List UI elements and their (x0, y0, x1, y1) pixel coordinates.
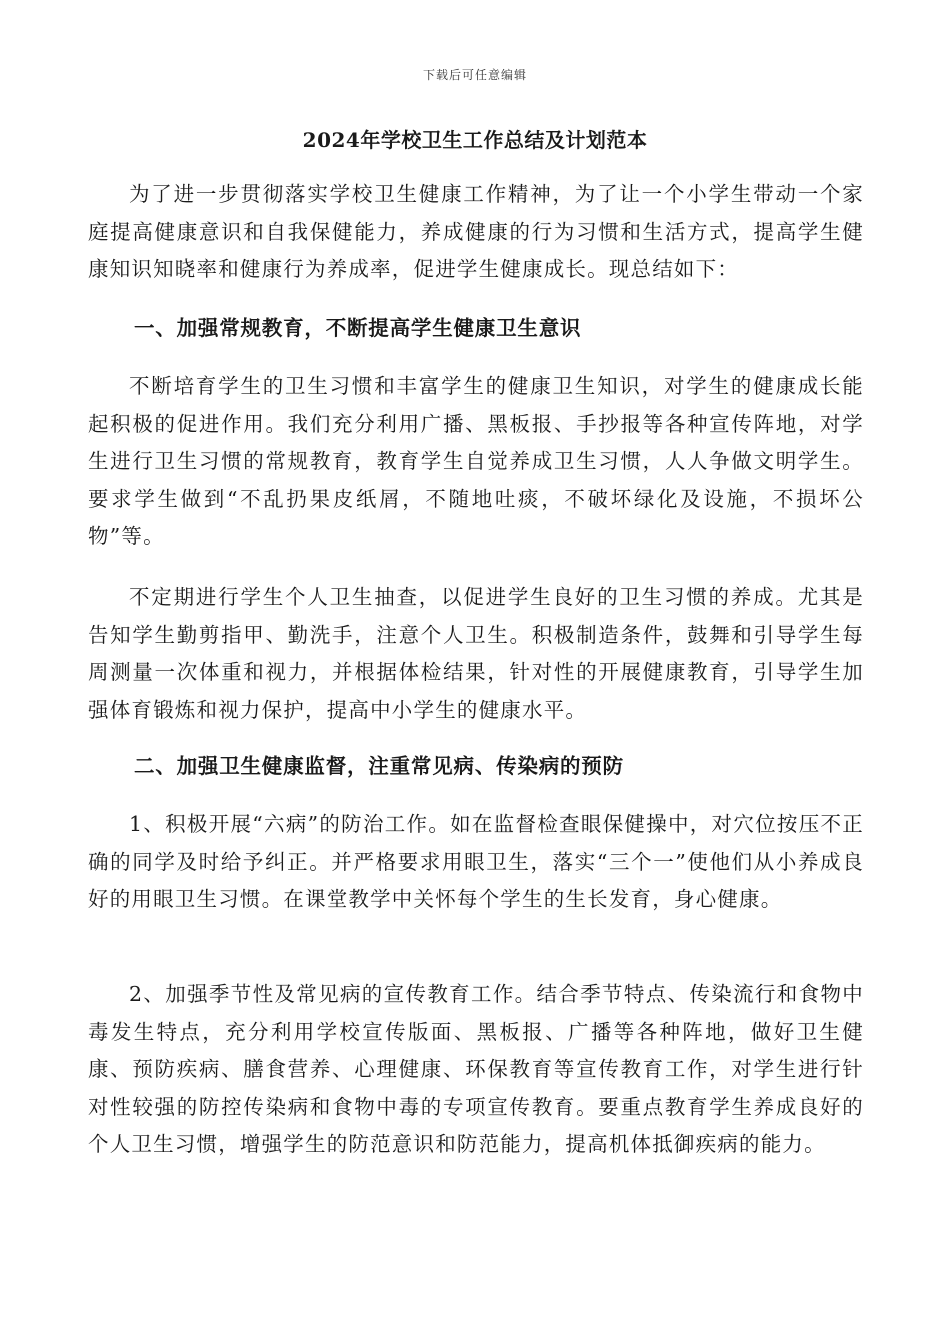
section2-heading: 二、加强卫生健康监督，注重常见病、传染病的预防 (134, 754, 624, 778)
intro-paragraph: 为了进一步贯彻落实学校卫生健康工作精神，为了让一个小学生带动一个家庭提高健康意识和自我保健能力，养成健康的行为习惯和生活方式，提高学生健康知识知晓率和健康行为养成率，促进学生健康成长。现总结如下： (88, 182, 864, 281)
section1-heading: 一、加强常规教育，不断提高学生健康卫生意识 (134, 316, 582, 340)
document-title: 2024年学校卫生工作总结及计划范本 (302, 128, 648, 152)
section1-paragraph-1: 不断培育学生的卫生习惯和丰富学生的健康卫生知识，对学生的健康成长能起积极的促进作用。我们充分利用广播、黑板报、手抄报等各种宣传阵地，对学生进行卫生习惯的常规教育，教育学生自觉养成卫生习惯，人人争做文明学生。要求学生做到“不乱扔果皮纸屑，不随地吐痰，不破坏绿化及设施，不损坏公物”等。 (88, 374, 864, 548)
intro-block (88, 176, 864, 289)
section2-paragraph-2: 2、加强季节性及常见病的宣传教育工作。结合季节特点、传染流行和食物中毒发生特点，充分利用学校宣传版面、黑板报、广播等各种阵地，做好卫生健康、预防疾病、膳食营养、心理健康、环保教育等宣传教育工作，对学生进行针对性较强的防控传染病和食物中毒的专项宣传教育。要重点教育学生养成良好的个人卫生习惯，增强学生的防范意识和防范能力，提高机体抵御疾病的能力。 (88, 982, 864, 1156)
header-note: 下载后可任意编辑 (422, 68, 527, 82)
section1-paragraph-2: 不定期进行学生个人卫生抽查，以促进学生良好的卫生习惯的养成。尤其是告知学生勤剪指甲、勤洗手，注意个人卫生。积极制造条件，鼓舞和引导学生每周测量一次体重和视力，并根据体检结果，针对性的开展健康教育，引导学生加强体育锻炼和视力保护，提高中小学生的健康水平。 (88, 585, 864, 722)
section2-para1-block (88, 806, 864, 919)
section2-paragraph-1: 1、积极开展“六病”的防治工作。如在监督检查眼保健操中，对穴位按压不正确的同学及时给予纠正。并严格要求用眼卫生，落实“三个一”使他们从小养成良好的用眼卫生习惯。在课堂教学中关怀每个学生的生长发育，身心健康。 (88, 812, 864, 911)
section2-heading-block (88, 748, 864, 786)
section1-para2-block (88, 579, 864, 729)
section2-para2-block (88, 976, 864, 1164)
section1-para1-block (88, 368, 864, 556)
section1-heading-block (88, 310, 864, 348)
